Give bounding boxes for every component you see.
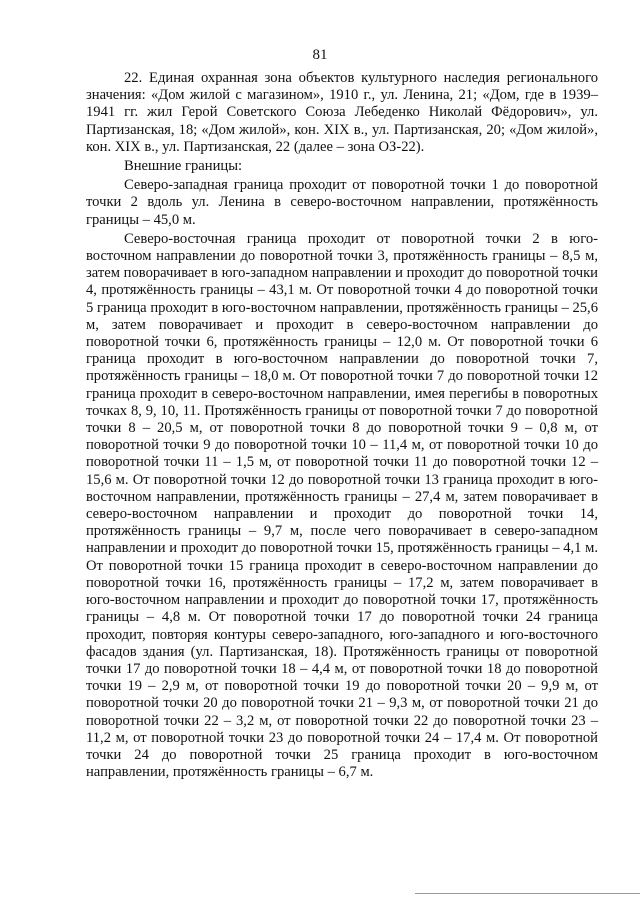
outer-boundaries-heading: Внешние границы: — [124, 158, 243, 175]
northeast-boundary-paragraph: Северо-восточная граница проходит от поворотной точки 2 в юго-восточном направлении до поворотной точки 3, протяжённость границы – 8,5 м, затем поворачивает в юго-западном направлении и проходит до поворотной точки 4, протяжённость границы – 43,1 м. От поворотной точки 4 до поворотной точки 5 граница проходит в юго-восточном направлении, протяжённость границы – 25,6 м, затем поворачивает и проходит в северо-восточном направлении до поворотной точки 6, протяжённость границы – 12,0 м. От поворотной точки 6 граница проходит в юго-восточном направлении до поворотной точки 7, протяжённость границы – 18,0 м. От поворотной точки 7 до поворотной точки 12 граница проходит в северо-восточном направлении, имея перегибы в поворотных точках 8, 9, 10, 11. Протяжённость границы от поворотной точки 7 до поворотной точки 8 – 20,5 м, от поворотной точки 8 до поворотной точки 9 – 0,8 м, от поворотной точки 9 до поворотной точки 10 – 11,4 м, от поворотной точки 10 до поворотной точки 11 – 1,5 м, от поворотной точки 11 до поворотной точки 12 – 15,6 м. От поворотной точки 12 до поворотной точки 13 граница проходит в юго-восточном направлении, протяжённость границы – 27,4 м, затем поворачивает в северо-восточном направлении и проходит до поворотной точки 14, протяжённость границы – 9,7 м, после чего поворачивает в северо-западном направлении и проходит до поворотной точки 15, протяжённость границы – 4,1 м. От поворотной точки 15 граница проходит в северо-восточном направлении до поворотной точки 16, протяжённость границы – 17,2 м, затем поворачивает в юго-восточном направлении и проходит до поворотной точки 17, протяжённость границы – 4,8 м. От поворотной точки 17 до поворотной точки 24 граница проходит, повторяя контуры северо-западного, юго-западного и юго-восточного фасадов здания (ул. Партизанская, 18). Протяжённость границы от поворотной точки 17 до поворотной точки 18 – 4,4 м, от поворотной точки 18 до поворотной точки 19 – 2,9 м, от поворотной точки 19 до поворотной точки 20 – 9,9 м, от поворотной точки 20 до поворотной точки 21 – 9,3 м, от поворотной точки 21 до поворотной точки 22 – 3,2 м, от поворотной точки 22 до поворотной точки 23 – 11,2 м, от поворотной точки 23 до поворотной точки 24 – 17,4 м. От поворотной точки 24 до поворотной точки 25 граница проходит в юго-восточном направлении, протяжённость границы – 6,7 м. — [86, 230, 598, 781]
zone-definition-paragraph: 22. Единая охранная зона объектов культурного наследия регионального значения: «Дом жилой с магазином», 1910 г., ул. Ленина, 21; «Дом, где в 1939–1941 гг. жил Герой Советского Союза Лебеденко Николай Фёдорович», ул. Партизанская, 18; «Дом жилой», кон. XIX в., ул. Партизанская, 20; «Дом жилой», кон. XIX в., ул. Партизанская, 22 (далее – зона ОЗ-22). — [86, 70, 598, 155]
page-bottom-rule — [415, 893, 640, 894]
page-number: 81 — [312, 47, 328, 63]
northwest-boundary-paragraph: Северо-западная граница проходит от поворотной точки 1 до поворотной точки 2 вдоль ул. Ленина в северо-восточном направлении, протяжённость границы – 45,0 м. — [86, 177, 598, 228]
document-body — [86, 70, 598, 783]
